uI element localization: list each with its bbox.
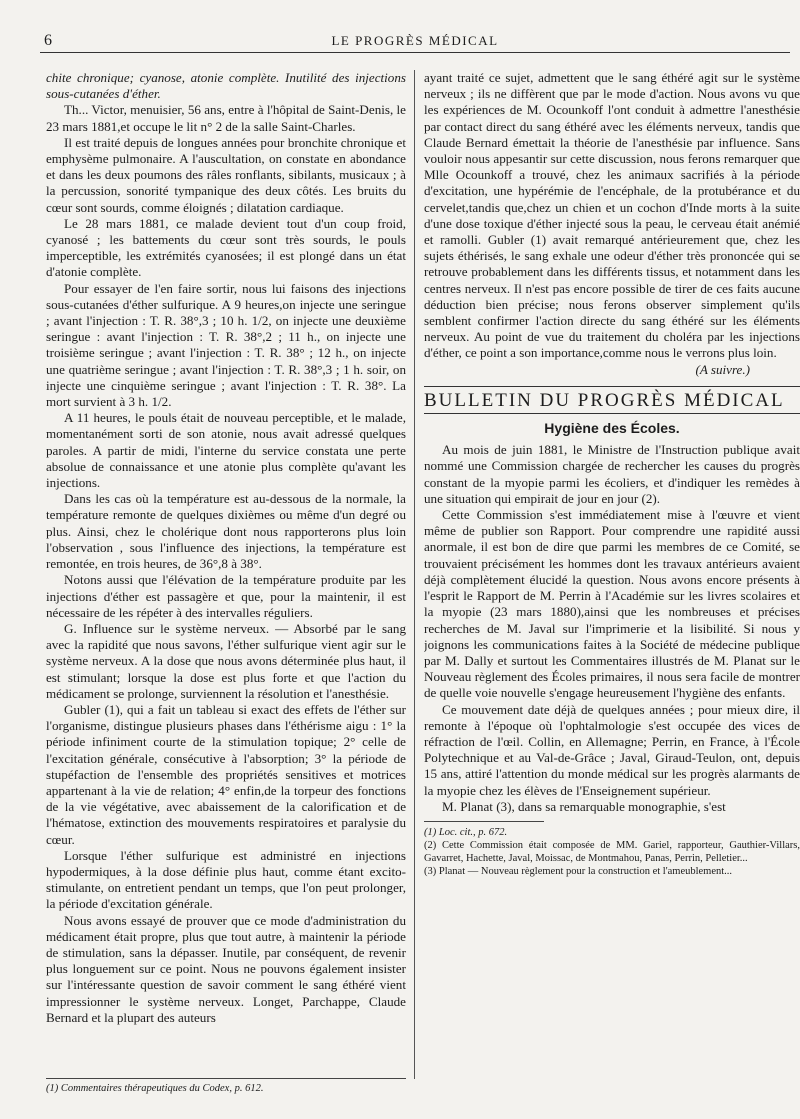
paragraph: Nous avons essayé de prouver que ce mode d'administration du médicament était propre, plus que tout autre, à maintenir la période de stimulation, sans la dépasser. Inutile, par conséquent, de revenir plus longuement sur ce point. Nous ne pouvons également insister sur l'intéressante question de savoir comment le sang éthéré vient impressionner le système nerveux. Longet, Parchappe, Claude Bernard et la plupart des auteurs <box>46 912 406 1025</box>
paragraph: Ce mouvement date déjà de quelques années ; pour mieux dire, il remonte à l'époque où l'ophtalmologie s'est occupée des vices de réfraction de l'œil. Collin, en Allemagne; Perrin, en France, à l'École Polytechnique et au Val-de-Grâce ; Javal, Giraud-Teulon, ont, depuis 15 ans, attiré l'attention du monde médical sur les progrès alarmants de la myopie chez les élèves de l'Enseignement supérieur. <box>424 701 800 798</box>
paragraph: G. Influence sur le système nerveux. — Absorbé par le sang avec la rapidité que nous savons, l'éther sulfurique vient agir sur le système nerveux. A la dose que nous avons déterminée plus haut, il est stimulant; lorsque la dose est plus forte et que l'action du médicament se prolonge, surviennent la résolution et l'anesthésie. <box>46 620 406 701</box>
paragraph: Cette Commission s'est immédiatement mise à l'œuvre et vient même de publier son Rapport. Pour comprendre une rapidité aussi anormale, il est bon de dire que parmi les membres de ce Comité, se trouvaient précisément les hommes dont les travaux antérieurs avaient déjà complètement élucidé la question. Nous avons encore présents à l'esprit le Rapport de M. Perrin à l'Académie sur les livres scolaires et la myopie (23 mars 1880),ainsi que les nombreuses et précises recherches de M. Javal sur l'imprimerie et la lisibilité. Si nous y joignons les communications faites à la Société de médecine publique par M. Dally et surtout les Commentaires illustrés de M. Planat sur le Nouveau règlement des Écoles primaires, il nous sera facile de montrer de quelle voie nouvelle s'engage heureusement l'hygiène des enfants. <box>424 507 800 701</box>
footnote-rule <box>424 821 544 822</box>
paragraph: Le 28 mars 1881, ce malade devient tout d'un coup froid, cyanosé ; les battements du cœur sont très sourds, le pouls imperceptible, les extrémités cyanosées; il est plongé dans un état d'atonie complète. <box>46 215 406 280</box>
footnote: (1) Commentaires thérapeutiques du Codex, p. 612. <box>46 1083 264 1094</box>
section-subtitle: Hygiène des Écoles. <box>544 420 680 437</box>
footnote: (1) Loc. cit., p. 672. <box>424 826 508 838</box>
paragraph: Th... Victor, menuisier, 56 ans, entre à l'hôpital de Saint-Denis, le 23 mars 1881,et occupe le lit n° 2 de la salle Saint-Charles. <box>46 102 406 134</box>
footnote: (2) Cette Commission était composée de MM. Gariel, rapporteur, Gauthier-Villars, Gavarret, Hachette, Javal, Moissac, de Montmahou, Panas, Perrin, Pelletier... <box>424 839 800 864</box>
paragraph: Notons aussi que l'élévation de la température produite par les injections d'éther est passagère et que, pour la maintenir, il est nécessaire de les répéter à des intervalles réguliers. <box>46 572 406 620</box>
paragraph: Au mois de juin 1881, le Ministre de l'Instruction publique avait nommé une Commission chargée de rechercher les causes du progrès constant de la myopie parmi les écoliers, et d'indiquer les remèdes à une situation qui empirait de jour en jour (2). <box>424 442 800 506</box>
bulletin-title: BULLETIN DU PROGRÈS MÉDICAL <box>424 393 800 414</box>
paragraph: Dans les cas où la température est au-dessous de la normale, la température remonte de quelques dixièmes ou même d'un degré ou plus. Ainsi, chez le cholérique dont nous rapporterons plus loin l'observation , sous l'influence des injections, la température est remontée, en trois heures, de 36°,8 à 38°. <box>46 491 406 572</box>
footnote: (3) Planat — Nouveau règlement pour la construction et l'ameublement... <box>424 865 733 877</box>
signature: (A suivre.) <box>695 361 750 377</box>
left-column <box>46 70 406 1119</box>
paragraph: Pour essayer de l'en faire sortir, nous lui faisons des injections sous-cutanées d'éther sulfurique. A 9 heures,on injecte une seringue ; avant l'injection : T. R. 38°,3 ; 10 h. 1/2, on injecte une deuxième seringue : avant l'injection : T. R. 38°,2 ; 11 h., on injecte une troisième seringue ; avant l'injection : T. R. 38° ; 12 h., on injecte une quatrième seringue ; avant l'injection : T. R. 38°,3 ; 1 h. soir, on injecte une cinquième seringue ; avant l'injection : T. R. 38°. La mort survient à 3 h. 1/2. <box>46 280 406 410</box>
page-number: 6 <box>44 32 52 49</box>
right-column <box>424 70 800 1119</box>
section-rule <box>424 386 800 387</box>
paragraph: Lorsque l'éther sulfurique est administré en injections hypodermiques, à la dose définie plus haut, comme étant excito-stimulante, on entretient pendant un temps, que l'on peut prolonger, la période d'excitation générale. <box>46 847 406 912</box>
column-divider <box>414 70 415 1079</box>
running-head <box>40 30 790 53</box>
paragraph: Gubler (1), qui a fait un tableau si exact des effets de l'éther sur l'organisme, distingue plusieurs phases dans l'éthérisme aigu : 1° la période infiniment courte de la stimulation topique; 2° celle de l'excitation générale, consécutive à l'absorption; 3° la période de stupéfaction de l'ensemble des propriétés sensitives et motrices appartenant à la vie de relation; 4° enfin,de la torpeur des fonctions de la vie végétative, avec abaissement de la calorification et de l'hématose, extinction des mouvements respiratoires et paralysie du cœur. <box>46 701 406 847</box>
case-title: chite chronique; cyanose, atonie complète. Inutilité des injections sous-cutanées d'éther. <box>46 70 406 102</box>
paragraph: ayant traité ce sujet, admettent que le sang éthéré agit sur le système nerveux ; ils ne diffèrent que par le mode d'action. Nous avons vu que les expériences de M. Ocounkoff l'ont conduit à admettre l'anesthésie par contact direct du sang éthéré avec les éléments nerveux, tandis que Claude Bernard émettait la théorie de l'anesthésie par influence. Sans vouloir nous appesantir sur cette discussion, nous ferons remarquer que Mlle Ocounkoff a trouvé, chez les animaux sacrifiés à la période d'excitation, une hypérémie de l'encéphale, de la protubérance et du cervelet,tandis que,chez un chien et un cochon d'Inde morts à la suite d'une dose toxique d'éther injecté sous la peau, le cerveau était anémié et ramolli. Gubler (1) avait remarqué antérieurement que, chez les sujets éthérisés, le sang exhale une odeur d'éther très prononcée qui se retrouve probablement dans les différents tissus, et notamment dans les centres nerveux. Il n'est pas encore possible de tirer de ces faits aucune déduction bien précise; nous ferons observer simplement qu'ils semblent confirmer l'action directe du sang éthéré sur les éléments nerveux. Au point de vue du traitement du choléra par les injections d'éther, ce point a son importance,comme nous le verrons plus loin. <box>424 70 800 361</box>
paragraph: A 11 heures, le pouls était de nouveau perceptible, et le malade, momentanément sorti de son atonie, nous avait adressé quelques paroles. A partir de midi, l'interne du service constata une perte absolue de connaissance et une atonie plus complète qu'avant les injections. <box>46 410 406 491</box>
paragraph: M. Planat (3), dans sa remarquable monographie, s'est <box>442 798 726 814</box>
journal-title: LE PROGRÈS MÉDICAL <box>331 33 499 48</box>
left-footnote <box>46 1078 406 1095</box>
paragraph: Il est traité depuis de longues années pour bronchite chronique et emphysème pulmonaire. A l'auscultation, on constate en abondance et dans les deux poumons des râles ronflants, sibilants, musicaux ; à la percussion, sonorité tympanique des deux côtés. Les bruits du cœur sont sourds, comme éloignés ; dilatation cardiaque. <box>46 134 406 215</box>
